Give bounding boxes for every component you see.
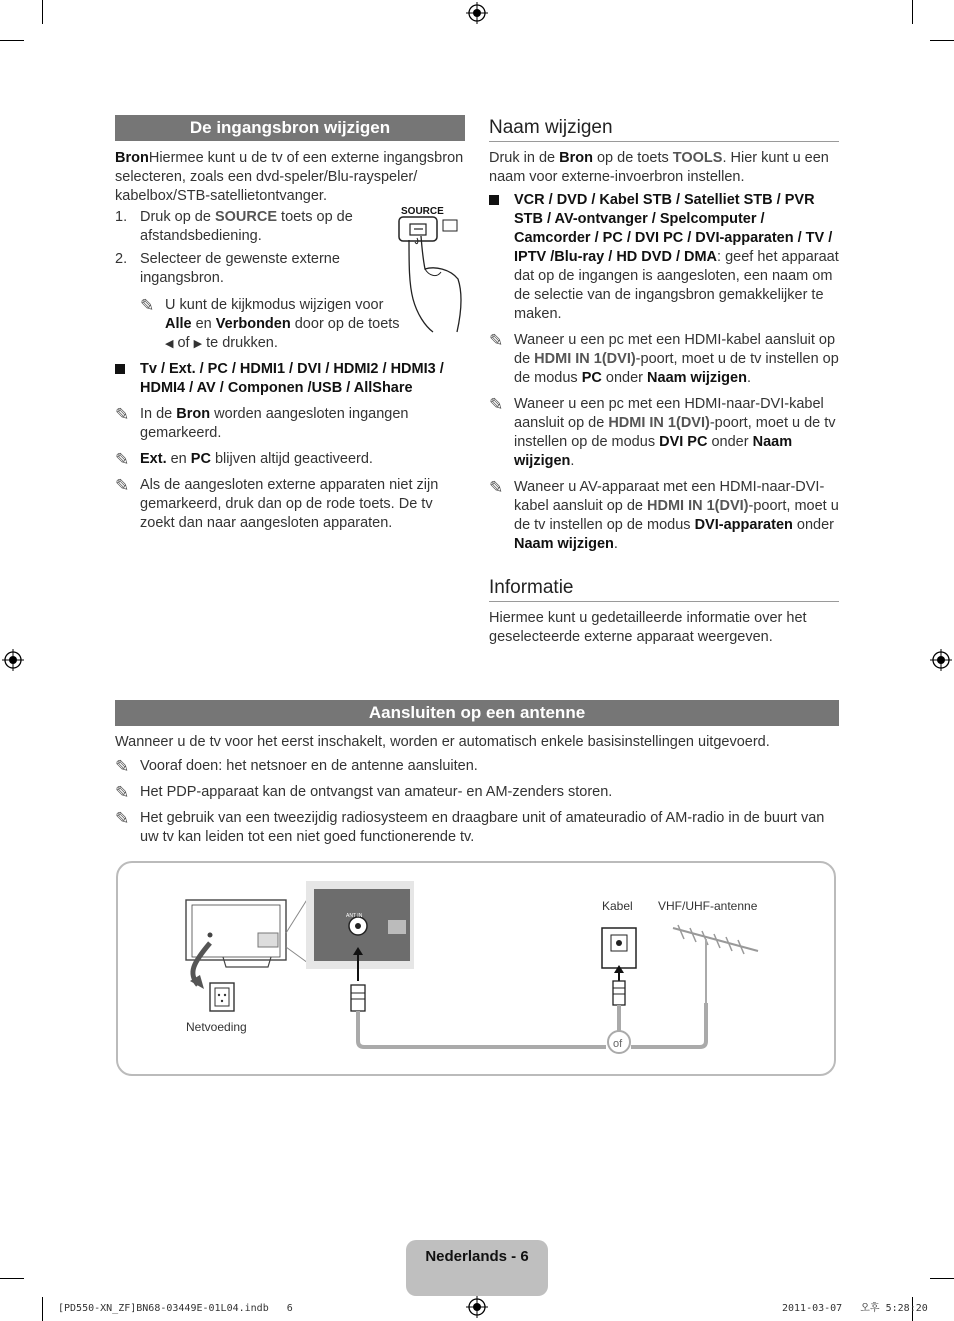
pencil-note-icon: ✎ [489,331,504,350]
device-list-desc: : geef het apparaat dat op de ingangen is aangesloten, een naam om de selectie van de ingangsbron gemakkelijker te maken. [514,249,839,322]
text: op de toets [592,150,673,166]
antenna-diagram [116,861,836,1076]
source-intro-text: Hiermee kunt u de tv of een externe ingangsbron selecteren, zoals een dvd-speler/Blu-rayspeler/ kabelbox/STB-satellietontvanger. [115,150,464,204]
keyword: Naam wijzigen [514,536,614,552]
registration-mark-icon [2,649,24,671]
step-1 [115,208,390,246]
keyword: DVI PC [659,434,708,450]
keyword: Bron [176,406,211,422]
keyword: Ext. [140,451,167,467]
pencil-note-icon: ✎ [140,296,155,315]
step-2 [115,250,380,288]
note-text: Waneer u AV-apparaat met een HDMI-naar-DVI-kabel aansluit op de [514,479,825,514]
note-text: . [613,536,618,552]
info-text: Hiermee kunt u gedetailleerde informatie over het geselecteerde externe apparaat weergeven. [489,610,807,645]
source-list-text: Tv / Ext. / PC / HDMI1 / DVI / HDMI2 / HDMI3 / HDMI4 / AV / Componen /USB / AllShare [140,361,444,396]
note-marked [115,405,460,443]
source-keyword: SOURCE [214,209,278,225]
note-text: blijven altijd geactiveerd. [210,451,373,467]
note-pc-hdmi [489,331,844,388]
keyword: PC [190,451,211,467]
note-text: . [570,453,575,469]
right-arrow-icon: ▶ [193,338,203,350]
step-2-number: 2. [115,251,128,267]
note-text: Waneer u een pc met een HDMI-naar-DVI-kabel aansluit op de [514,396,824,431]
left-arrow-icon: ◀ [165,338,174,350]
device-list-text: VCR / DVD / Kabel STB / Satelliet STB / PVR STB / AV-ontvanger / Spelcomputer / Camcorder / PC / DVI PC / DVI-apparaten / TV / IPTV /Blu-ray / HD DVD / DMA [514,192,833,265]
note-text: -poort, moet u de tv instellen op de modus [514,351,839,386]
source-button-label: SOURCE [401,206,444,217]
or-label: of [613,1038,623,1050]
note-text: Waneer u een pc met een HDMI-kabel aansluit op de [514,332,836,367]
note-text: . [746,370,751,386]
pencil-note-icon: ✎ [115,476,130,495]
text: . Hier kunt u een naam voor externe-invoerbron instellen. [489,150,829,185]
note-av-dvi [489,478,844,554]
hdmi-keyword: HDMI IN 1(DVI) [608,415,710,431]
keyword: Bron [559,150,593,166]
keyword: Verbonden [215,316,291,332]
ant-in-label: ANT IN [346,913,363,919]
keyword: PC [581,370,602,386]
note-text: Als de aangesloten externe apparaten niet zijn gemarkeerd, druk dan op de rode toets. De tv zoekt dan naar aangesloten apparaten. [140,477,439,531]
remote-hand-illustration [395,214,470,334]
section-title-antenna: Aansluiten op een antenne [115,700,839,726]
note-pc-dvi [489,395,844,471]
registration-mark-icon [466,2,488,24]
note-always-active [115,450,492,469]
note-text: -poort, moet u de tv instellen op de modus [514,415,836,450]
note-text: In de [140,406,177,422]
bron-keyword: Bron [115,150,149,166]
pencil-note-icon: ✎ [115,783,130,802]
antenna-note-2 [115,783,840,802]
bullet-square-icon [115,364,125,374]
note-text: onder [601,370,648,386]
pencil-note-icon: ✎ [489,395,504,414]
note-text: -poort, moet u de tv instellen op de modus [514,498,839,533]
keyword: Naam wijzigen [647,370,747,386]
tools-keyword: TOOLS [672,150,723,166]
note-text: Vooraf doen: het netsnoer en de antenne aansluiten. [140,758,478,774]
power-label: Netvoeding [186,1020,247,1034]
section-title-source: De ingangsbron wijzigen [115,115,465,141]
keyword: Naam wijzigen [514,434,793,469]
step-1-text-b: toets op de afstandsbediening. [140,209,353,244]
pencil-note-icon: ✎ [115,757,130,776]
device-name-list [489,191,839,324]
hdmi-keyword: HDMI IN 1(DVI) [647,498,749,514]
note-text: Het PDP-apparaat kan de ontvangst van amateur- en AM-zenders storen. [140,784,613,800]
note-text: door op de toets [290,316,400,332]
pencil-note-icon: ✎ [115,450,130,469]
source-intro [115,149,467,206]
step-1-number: 1. [115,209,128,225]
rename-intro [489,149,839,187]
hdmi-keyword: HDMI IN 1(DVI) [534,351,636,367]
note-text: of [173,335,194,351]
keyword: Alle [165,316,192,332]
antenna-note-1 [115,757,840,776]
note-text: onder [707,434,753,450]
section-title-rename: Naam wijzigen [489,118,839,142]
note-view-mode [140,296,405,354]
note-red-button [115,476,470,533]
section-title-info: Informatie [489,578,839,602]
antenna-note-3 [115,809,840,847]
note-text: te drukken. [202,335,278,351]
registration-mark-icon [466,1296,488,1318]
step-2-text: Selecteer de gewenste externe ingangsbron. [140,251,340,286]
keyword: DVI-apparaten [694,517,793,533]
bullet-square-icon [489,195,499,205]
print-date: 2011-03-07 오후 5:28:20 [782,1303,928,1314]
vhf-uhf-label: VHF/UHF-antenne [658,899,758,913]
note-text: U kunt de kijkmodus wijzigen voor [165,297,384,313]
step-1-text-a: Druk op de [140,209,215,225]
note-text: en [166,451,191,467]
note-text: worden aangesloten ingangen gemarkeerd. [140,406,409,441]
note-text: en [191,316,216,332]
connection-drawing [118,863,834,1074]
note-text: onder [792,517,834,533]
antenna-intro: Wanneer u de tv voor het eerst inschakelt, worden er automatisch enkele basisinstellingen uitgevoerd. [115,734,770,750]
source-list [115,360,492,398]
cable-label: Kabel [602,899,633,913]
registration-mark-icon [930,649,952,671]
file-info: [PD550-XN_ZF]BN68-03449E-01L04.indb 6 [58,1303,293,1314]
pencil-note-icon: ✎ [115,405,130,424]
pencil-note-icon: ✎ [115,809,130,828]
text: Druk in de [489,150,560,166]
pencil-note-icon: ✎ [489,478,504,497]
note-text: Het gebruik van een tweezijdig radiosysteem en draagbare unit of amateuradio of AM-radio in de buurt van uw tv kan leiden tot een niet goed functionerende tv. [140,810,825,845]
page-number: Nederlands - 6 [425,1248,529,1265]
